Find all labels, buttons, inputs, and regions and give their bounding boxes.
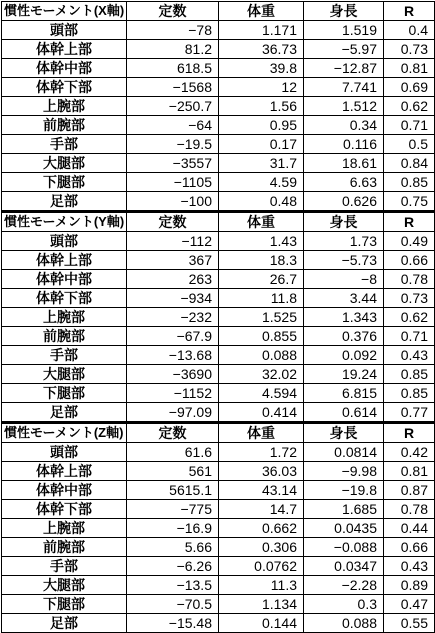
table-row — [2, 365, 435, 384]
body-part-label: 大腿部 — [2, 365, 127, 384]
r-cell: 0.43 — [384, 346, 435, 365]
column-header: 体重 — [219, 2, 304, 21]
weight-cell: 32.02 — [219, 365, 304, 384]
table-row — [2, 232, 435, 251]
constant-cell: 263 — [127, 270, 219, 289]
table-row — [2, 500, 435, 519]
column-header: 体重 — [219, 423, 304, 443]
weight-cell: 31.7 — [219, 154, 304, 173]
table-row — [2, 97, 435, 116]
body-part-label: 上腕部 — [2, 519, 127, 538]
r-cell: 0.85 — [384, 365, 435, 384]
weight-cell: 0.088 — [219, 346, 304, 365]
table-row — [2, 78, 435, 97]
weight-cell: 1.72 — [219, 443, 304, 462]
column-header: 定数 — [127, 212, 219, 232]
table-row — [2, 481, 435, 500]
weight-cell: 1.171 — [219, 21, 304, 40]
body-part-label: 体幹下部 — [2, 78, 127, 97]
weight-cell: 26.7 — [219, 270, 304, 289]
height-cell: 1.73 — [304, 232, 384, 251]
constant-cell: 81.2 — [127, 40, 219, 59]
constant-cell: −1105 — [127, 173, 219, 192]
constant-cell: −250.7 — [127, 97, 219, 116]
constant-cell: −15.48 — [127, 614, 219, 633]
column-header: 体重 — [219, 212, 304, 232]
body-part-label: 体幹中部 — [2, 59, 127, 78]
weight-cell: 0.414 — [219, 403, 304, 423]
weight-cell: 14.7 — [219, 500, 304, 519]
constant-cell: −6.26 — [127, 557, 219, 576]
weight-cell: 36.03 — [219, 462, 304, 481]
column-header: 定数 — [127, 423, 219, 443]
height-cell: 19.24 — [304, 365, 384, 384]
r-cell: 0.85 — [384, 173, 435, 192]
constant-cell: −3557 — [127, 154, 219, 173]
r-cell: 0.66 — [384, 538, 435, 557]
weight-cell: 0.95 — [219, 116, 304, 135]
constant-cell: −112 — [127, 232, 219, 251]
r-cell: 0.71 — [384, 116, 435, 135]
table-row — [2, 116, 435, 135]
r-cell: 0.73 — [384, 40, 435, 59]
body-part-label: 体幹下部 — [2, 500, 127, 519]
table-row — [2, 443, 435, 462]
height-cell: 0.3 — [304, 595, 384, 614]
r-cell: 0.73 — [384, 289, 435, 308]
height-cell: 3.44 — [304, 289, 384, 308]
r-cell: 0.55 — [384, 614, 435, 633]
r-cell: 0.77 — [384, 403, 435, 423]
body-part-label: 頭部 — [2, 443, 127, 462]
r-cell: 0.69 — [384, 78, 435, 97]
body-part-label: 前腕部 — [2, 538, 127, 557]
body-part-label: 下腿部 — [2, 173, 127, 192]
body-part-label: 上腕部 — [2, 97, 127, 116]
body-part-label: 頭部 — [2, 232, 127, 251]
table-row — [2, 403, 435, 423]
height-cell: 0.088 — [304, 614, 384, 633]
height-cell: 18.61 — [304, 154, 384, 173]
height-cell: −5.97 — [304, 40, 384, 59]
constant-cell: 367 — [127, 251, 219, 270]
height-cell: −8 — [304, 270, 384, 289]
body-part-label: 体幹上部 — [2, 462, 127, 481]
table-row — [2, 614, 435, 633]
table-row — [2, 462, 435, 481]
weight-cell: 0.662 — [219, 519, 304, 538]
table-row — [2, 251, 435, 270]
r-cell: 0.62 — [384, 308, 435, 327]
height-cell: 0.116 — [304, 135, 384, 154]
section-header-row — [2, 212, 435, 232]
r-cell: 0.42 — [384, 443, 435, 462]
table-row — [2, 576, 435, 595]
table-row — [2, 327, 435, 346]
table-row — [2, 192, 435, 212]
height-cell: 0.614 — [304, 403, 384, 423]
height-cell: 1.685 — [304, 500, 384, 519]
inertia-moment-table — [1, 1, 435, 633]
body-part-label: 前腕部 — [2, 116, 127, 135]
table-row — [2, 135, 435, 154]
table-row — [2, 557, 435, 576]
r-cell: 0.81 — [384, 59, 435, 78]
r-cell: 0.47 — [384, 595, 435, 614]
table-row — [2, 308, 435, 327]
height-cell: −5.73 — [304, 251, 384, 270]
height-cell: −0.088 — [304, 538, 384, 557]
weight-cell: 39.8 — [219, 59, 304, 78]
weight-cell: 0.48 — [219, 192, 304, 212]
weight-cell: 1.134 — [219, 595, 304, 614]
height-cell: 0.092 — [304, 346, 384, 365]
section-header-row — [2, 423, 435, 443]
section-title: 慣性モーメント(Z軸) — [2, 423, 127, 443]
r-cell: 0.85 — [384, 384, 435, 403]
section-title: 慣性モーメント(Y軸) — [2, 212, 127, 232]
table-body — [2, 2, 435, 633]
weight-cell: 4.594 — [219, 384, 304, 403]
r-cell: 0.43 — [384, 557, 435, 576]
constant-cell: 561 — [127, 462, 219, 481]
table-row — [2, 346, 435, 365]
weight-cell: 36.73 — [219, 40, 304, 59]
constant-cell: −19.5 — [127, 135, 219, 154]
constant-cell: −13.5 — [127, 576, 219, 595]
weight-cell: 12 — [219, 78, 304, 97]
r-cell: 0.84 — [384, 154, 435, 173]
column-header: 定数 — [127, 2, 219, 21]
weight-cell: 4.59 — [219, 173, 304, 192]
table-row — [2, 21, 435, 40]
constant-cell: −70.5 — [127, 595, 219, 614]
height-cell: 6.63 — [304, 173, 384, 192]
height-cell: 7.741 — [304, 78, 384, 97]
table-row — [2, 173, 435, 192]
constant-cell: −1568 — [127, 78, 219, 97]
height-cell: −12.87 — [304, 59, 384, 78]
height-cell: 1.519 — [304, 21, 384, 40]
r-cell: 0.66 — [384, 251, 435, 270]
column-header: 身長 — [304, 212, 384, 232]
body-part-label: 手部 — [2, 557, 127, 576]
body-part-label: 上腕部 — [2, 308, 127, 327]
body-part-label: 体幹上部 — [2, 251, 127, 270]
section-header-row — [2, 2, 435, 21]
constant-cell: −775 — [127, 500, 219, 519]
height-cell: −9.98 — [304, 462, 384, 481]
body-part-label: 足部 — [2, 403, 127, 423]
r-cell: 0.62 — [384, 97, 435, 116]
constant-cell: −64 — [127, 116, 219, 135]
weight-cell: 43.14 — [219, 481, 304, 500]
height-cell: 0.376 — [304, 327, 384, 346]
body-part-label: 下腿部 — [2, 384, 127, 403]
r-cell: 0.44 — [384, 519, 435, 538]
column-header: 身長 — [304, 423, 384, 443]
body-part-label: 下腿部 — [2, 595, 127, 614]
body-part-label: 手部 — [2, 135, 127, 154]
constant-cell: −13.68 — [127, 346, 219, 365]
constant-cell: −934 — [127, 289, 219, 308]
column-header: R — [384, 212, 435, 232]
weight-cell: 0.0762 — [219, 557, 304, 576]
constant-cell: −232 — [127, 308, 219, 327]
weight-cell: 11.3 — [219, 576, 304, 595]
column-header: R — [384, 2, 435, 21]
weight-cell: 1.43 — [219, 232, 304, 251]
r-cell: 0.87 — [384, 481, 435, 500]
constant-cell: −3690 — [127, 365, 219, 384]
body-part-label: 体幹下部 — [2, 289, 127, 308]
body-part-label: 大腿部 — [2, 154, 127, 173]
body-part-label: 大腿部 — [2, 576, 127, 595]
body-part-label: 体幹上部 — [2, 40, 127, 59]
table-row — [2, 519, 435, 538]
height-cell: 0.0435 — [304, 519, 384, 538]
weight-cell: 11.8 — [219, 289, 304, 308]
table-row — [2, 595, 435, 614]
r-cell: 0.71 — [384, 327, 435, 346]
constant-cell: −97.09 — [127, 403, 219, 423]
table-row — [2, 289, 435, 308]
constant-cell: 61.6 — [127, 443, 219, 462]
constant-cell: −16.9 — [127, 519, 219, 538]
r-cell: 0.75 — [384, 192, 435, 212]
body-part-label: 体幹中部 — [2, 270, 127, 289]
constant-cell: −100 — [127, 192, 219, 212]
body-part-label: 前腕部 — [2, 327, 127, 346]
weight-cell: 18.3 — [219, 251, 304, 270]
body-part-label: 足部 — [2, 192, 127, 212]
height-cell: 6.815 — [304, 384, 384, 403]
table-row — [2, 270, 435, 289]
column-header: R — [384, 423, 435, 443]
r-cell: 0.78 — [384, 270, 435, 289]
r-cell: 0.5 — [384, 135, 435, 154]
body-part-label: 体幹中部 — [2, 481, 127, 500]
height-cell: 1.343 — [304, 308, 384, 327]
height-cell: 0.0814 — [304, 443, 384, 462]
body-part-label: 手部 — [2, 346, 127, 365]
table-row — [2, 59, 435, 78]
weight-cell: 1.525 — [219, 308, 304, 327]
table-row — [2, 538, 435, 557]
r-cell: 0.78 — [384, 500, 435, 519]
table-row — [2, 154, 435, 173]
weight-cell: 0.144 — [219, 614, 304, 633]
r-cell: 0.89 — [384, 576, 435, 595]
weight-cell: 1.56 — [219, 97, 304, 116]
height-cell: 0.626 — [304, 192, 384, 212]
weight-cell: 0.306 — [219, 538, 304, 557]
constant-cell: −1152 — [127, 384, 219, 403]
r-cell: 0.81 — [384, 462, 435, 481]
body-part-label: 足部 — [2, 614, 127, 633]
table-row — [2, 384, 435, 403]
column-header: 身長 — [304, 2, 384, 21]
constant-cell: 618.5 — [127, 59, 219, 78]
weight-cell: 0.855 — [219, 327, 304, 346]
constant-cell: −67.9 — [127, 327, 219, 346]
r-cell: 0.49 — [384, 232, 435, 251]
constant-cell: −78 — [127, 21, 219, 40]
r-cell: 0.4 — [384, 21, 435, 40]
height-cell: −2.28 — [304, 576, 384, 595]
table-row — [2, 40, 435, 59]
height-cell: 0.0347 — [304, 557, 384, 576]
height-cell: 0.34 — [304, 116, 384, 135]
height-cell: −19.8 — [304, 481, 384, 500]
constant-cell: 5.66 — [127, 538, 219, 557]
weight-cell: 0.17 — [219, 135, 304, 154]
body-part-label: 頭部 — [2, 21, 127, 40]
section-title: 慣性モーメント(X軸) — [2, 2, 127, 21]
constant-cell: 5615.1 — [127, 481, 219, 500]
height-cell: 1.512 — [304, 97, 384, 116]
